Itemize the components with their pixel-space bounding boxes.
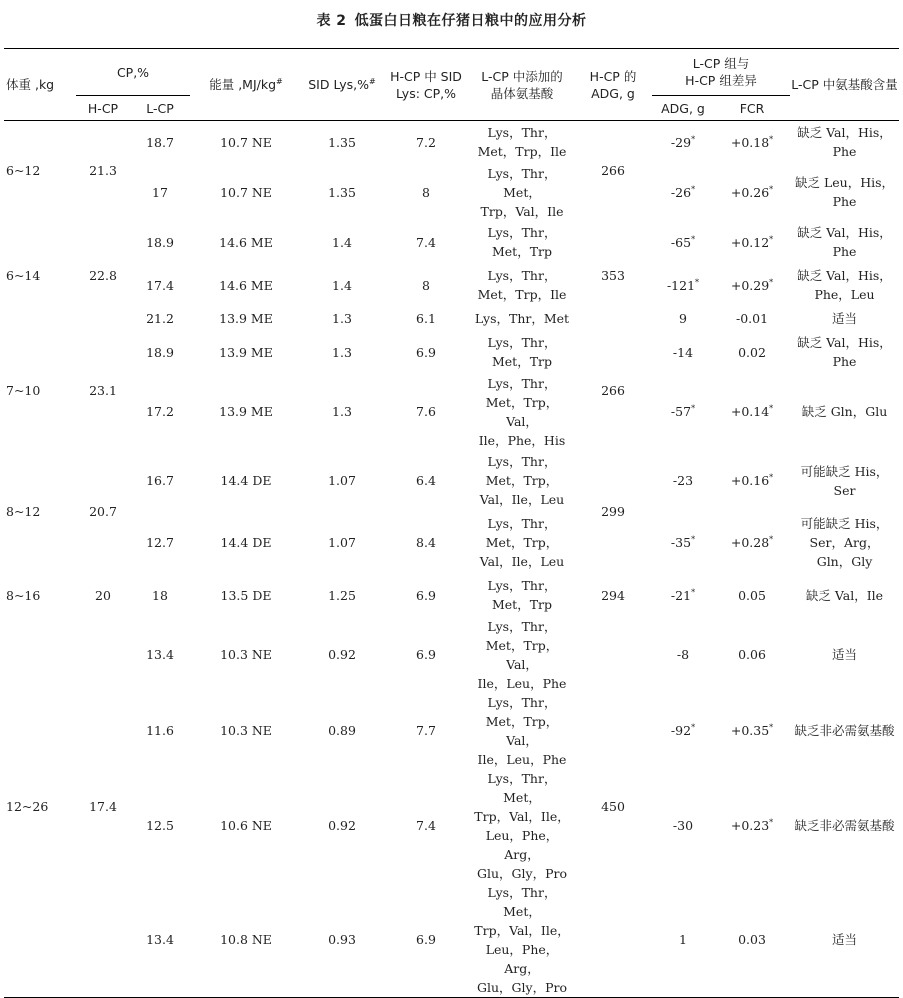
cell-added-amino-acids — [470, 331, 574, 374]
significance-mark: * — [691, 404, 696, 413]
table-row — [4, 374, 899, 450]
table-row — [4, 617, 899, 693]
cell-adg-diff — [652, 307, 714, 331]
cell-energy: 13.5 DE — [220, 587, 272, 603]
amino-acid-line: Trp，Val，Ile， — [474, 808, 570, 824]
table-row — [4, 769, 899, 883]
significance-mark: * — [769, 234, 774, 244]
table-number: 表 2 — [316, 13, 347, 29]
amino-acid-line: Lys，Thr，Met， — [487, 770, 557, 805]
amino-acid-line: Ile，Leu，Phe — [477, 751, 567, 767]
cell-lcp: 18.9 — [146, 234, 174, 250]
cell-fcr-diff — [714, 331, 790, 374]
amino-acid-line: Trp，Val，Ile， — [474, 922, 570, 938]
content-line: 缺乏 Leu，His，Phe — [794, 175, 895, 209]
amino-acid-line: Lys，Thr， — [487, 268, 557, 283]
cell-fcr-diff — [714, 450, 790, 512]
cell-fcr-diff — [714, 264, 790, 307]
cell-sid-ratio: 7.6 — [416, 404, 436, 419]
cell-fcr-diff — [714, 883, 790, 998]
cell-amino-acid-content — [790, 307, 899, 331]
amino-acid-line: Lys，Thr， — [487, 578, 557, 593]
cell-fcr-diff — [714, 307, 790, 331]
cell-adg-diff — [652, 374, 714, 450]
cell-amino-acid-content — [790, 512, 899, 574]
amino-acid-line: Lys，Thr， — [487, 335, 557, 350]
cell-lcp: 17 — [152, 184, 168, 200]
significance-mark: * — [695, 277, 700, 287]
significance-mark: * — [769, 404, 774, 413]
cell-energy: 10.8 NE — [190, 883, 302, 998]
amino-acid-line: Glu，Gly，Pro — [477, 979, 567, 995]
header-sid-lys: SID Lys,%# — [302, 49, 382, 121]
amino-acid-line: Ile，Leu，Phe — [477, 675, 567, 691]
cell-fcr-diff — [714, 693, 790, 769]
cell-amino-acid-content — [790, 221, 899, 264]
cell-sid-lys: 1.07 — [328, 535, 356, 550]
header-added-amino-acids: L-CP 中添加的 晶体氨基酸 — [470, 49, 574, 121]
cell-fcr-diff — [714, 512, 790, 574]
amino-acid-line: Met，Trp — [491, 244, 553, 259]
cell-adg-diff — [652, 221, 714, 264]
cell-added-amino-acids — [470, 769, 574, 883]
content-line: 缺乏 Val，His，Phe — [797, 335, 892, 369]
content-line: 缺乏 Val，His，Phe — [797, 225, 892, 259]
adg-value: -65 — [670, 234, 692, 250]
cell-weight: 8~12 — [6, 504, 41, 519]
cell-energy: 14.6 ME — [219, 277, 273, 293]
amino-acid-line: Met，Trp，Ile — [477, 287, 567, 302]
amino-acid-line: Glu，Gly，Pro — [477, 865, 567, 881]
header-hcp: H-CP — [76, 96, 130, 121]
adg-value: -29 — [670, 134, 692, 150]
cell-lcp: 13.4 — [130, 883, 190, 998]
cell-fcr-diff — [714, 617, 790, 693]
header-cp: CP,% — [76, 49, 190, 96]
cell-amino-acid-content — [790, 374, 899, 450]
table-row — [4, 164, 899, 221]
cell-sid-lys: 1.4 — [332, 277, 352, 293]
table-row — [4, 331, 899, 374]
amino-acid-line: Lys，Thr， — [487, 125, 557, 141]
cell-adg-diff — [652, 574, 714, 617]
content-line: 可能缺乏 His， — [800, 516, 889, 531]
cell-energy: 14.4 DE — [220, 473, 272, 488]
cell-energy: 13.9 ME — [219, 311, 273, 326]
cell-adg-diff — [652, 512, 714, 574]
content-line: 适当 — [831, 932, 857, 947]
cell-sid-lys: 0.92 — [328, 818, 356, 833]
cell-energy: 13.9 ME — [219, 344, 273, 360]
cell-added-amino-acids — [470, 164, 574, 221]
cell-adg-diff — [652, 164, 714, 221]
cell-sid-ratio: 6.9 — [416, 647, 436, 662]
cell-sid-ratio: 7.2 — [416, 134, 436, 150]
data-table — [4, 48, 899, 998]
content-line: 缺乏 Val，His，Phe — [797, 125, 892, 160]
cell-amino-acid-content — [790, 769, 899, 883]
cell-added-amino-acids — [470, 450, 574, 512]
cell-lcp: 18 — [152, 587, 168, 603]
content-line: 缺乏 Val，Ile — [805, 587, 884, 603]
cell-fcr-diff — [714, 164, 790, 221]
cell-sid-ratio: 6.4 — [416, 473, 436, 488]
cell-sid-lys: 1.3 — [332, 404, 352, 419]
header-adg: ADG, g — [652, 96, 714, 121]
cell-energy: 14.4 DE — [220, 535, 272, 550]
cell-sid-ratio: 7.4 — [416, 234, 436, 250]
fcr-value: +0.29 — [730, 277, 770, 293]
cell-added-amino-acids — [470, 883, 574, 998]
amino-acid-line: Met，Trp，Val， — [485, 394, 559, 429]
fcr-value: 0.03 — [738, 932, 766, 947]
content-line: 缺乏 Val，His， — [797, 268, 892, 283]
significance-mark: * — [769, 184, 774, 194]
cell-amino-acid-content — [790, 693, 899, 769]
cell-amino-acid-content — [790, 164, 899, 221]
cell-energy: 10.3 NE — [220, 723, 272, 738]
cell-weight: 6~12 — [6, 163, 41, 179]
fcr-value: +0.26 — [730, 184, 770, 200]
adg-value: -35 — [670, 535, 692, 550]
significance-mark: * — [769, 723, 774, 732]
content-line: 缺乏非必需氨基酸 — [794, 818, 895, 833]
table-row — [4, 883, 899, 998]
cell-hcp-adg: 353 — [601, 268, 625, 283]
cell-adg-diff — [652, 617, 714, 693]
table-row — [4, 512, 899, 574]
content-line: 适当 — [831, 311, 857, 326]
amino-acid-line: Lys，Thr， — [487, 375, 557, 391]
significance-mark: * — [691, 535, 696, 544]
table-row — [4, 221, 899, 264]
cell-hcp-adg: 266 — [601, 163, 625, 179]
cell-lcp: 18.7 — [146, 134, 174, 150]
table-row — [4, 121, 899, 164]
amino-acid-line: Lys，Thr， — [487, 694, 557, 710]
cell-adg-diff — [652, 883, 714, 998]
significance-mark: * — [769, 277, 774, 287]
cell-sid-ratio: 8.4 — [416, 535, 436, 550]
cell-sid-lys: 1.07 — [328, 473, 356, 488]
content-line: Phe，Leu — [814, 287, 875, 302]
significance-mark: * — [769, 473, 774, 482]
adg-value: -21 — [670, 587, 692, 603]
cell-lcp: 17.4 — [146, 277, 174, 293]
amino-acid-line: Lys，Thr，Met， — [487, 884, 557, 919]
adg-value: -121 — [666, 277, 696, 293]
cell-sid-lys: 1.35 — [328, 184, 356, 200]
cell-adg-diff — [652, 693, 714, 769]
cell-added-amino-acids — [470, 264, 574, 307]
header-group-difference: L-CP 组与 H-CP 组差异 — [652, 49, 790, 96]
amino-acid-line: Leu，Phe，Arg， — [485, 827, 559, 862]
cell-amino-acid-content — [790, 617, 899, 693]
cell-lcp: 12.7 — [146, 535, 174, 550]
fcr-value: 0.05 — [738, 587, 766, 603]
cell-added-amino-acids — [470, 221, 574, 264]
amino-acid-line: Met，Trp，Val， — [485, 713, 559, 748]
cell-sid-lys: 1.3 — [332, 344, 352, 360]
cell-hcp: 23.1 — [89, 382, 117, 398]
cell-sid-lys: 0.93 — [302, 883, 382, 998]
fcr-value: +0.16 — [730, 473, 770, 488]
content-line: 适当 — [831, 647, 857, 662]
header-hcp-adg: H-CP 的 ADG, g — [574, 49, 652, 121]
adg-value: -23 — [672, 473, 694, 488]
cell-sid-ratio: 6.9 — [416, 587, 436, 603]
table-body — [4, 121, 899, 998]
amino-acid-line: Lys，Thr， — [487, 225, 557, 240]
amino-acid-line: Met，Trp，Ile — [477, 144, 567, 160]
cell-adg-diff — [652, 769, 714, 883]
cell-fcr-diff — [714, 769, 790, 883]
cell-added-amino-acids — [470, 617, 574, 693]
cell-sid-lys: 1.3 — [332, 311, 352, 326]
content-line: 缺乏 Gln，Glu — [801, 404, 888, 419]
fcr-value: +0.28 — [730, 535, 770, 550]
amino-acid-line: Ile，Phe，His — [478, 432, 566, 448]
amino-acid-line: Trp，Val，Ile — [480, 203, 564, 219]
cell-lcp: 17.2 — [146, 404, 174, 419]
adg-value: 1 — [679, 932, 687, 947]
cell-hcp-adg: 266 — [601, 382, 625, 398]
header-amino-acid-content: L-CP 中氨基酸含量 — [790, 49, 899, 121]
content-line: 缺乏非必需氨基酸 — [794, 723, 895, 738]
table-row — [4, 307, 899, 331]
cell-fcr-diff — [714, 574, 790, 617]
cell-energy: 10.7 NE — [220, 184, 272, 200]
adg-value: 9 — [679, 311, 687, 326]
cell-sid-lys: 1.35 — [328, 134, 356, 150]
header-fcr: FCR — [714, 96, 790, 121]
fcr-value: +0.14 — [730, 404, 770, 419]
cell-added-amino-acids — [470, 574, 574, 617]
cell-lcp: 16.7 — [146, 473, 174, 488]
cell-energy: 10.6 NE — [220, 818, 272, 833]
header-hcp-sid-ratio: H-CP 中 SID Lys: CP,% — [382, 49, 470, 121]
adg-value: -26 — [670, 184, 692, 200]
significance-mark: * — [769, 134, 774, 144]
cell-weight: 6~14 — [6, 268, 41, 283]
cell-hcp-adg: 299 — [601, 504, 625, 519]
cell-sid-ratio: 8 — [422, 184, 430, 200]
content-line: Gln，Gly — [816, 554, 873, 569]
amino-acid-line: Met，Trp — [491, 354, 553, 369]
amino-acid-line: Met，Trp， — [485, 535, 559, 550]
content-line: 可能缺乏 His，Ser — [800, 463, 889, 498]
cell-sid-lys: 0.89 — [328, 723, 356, 738]
fcr-value: +0.35 — [730, 723, 770, 738]
cell-sid-ratio: 7.7 — [416, 723, 436, 738]
cell-sid-lys: 0.92 — [328, 647, 356, 662]
adg-value: -92 — [670, 723, 692, 738]
cell-hcp: 22.8 — [89, 268, 117, 283]
amino-acid-line: Leu，Phe，Arg， — [485, 941, 559, 976]
cell-added-amino-acids — [470, 121, 574, 164]
table-row — [4, 574, 899, 617]
cell-lcp: 13.4 — [146, 647, 174, 662]
header-lcp: L-CP — [130, 96, 190, 121]
cell-sid-ratio: 8 — [422, 277, 430, 293]
cell-sid-ratio: 6.9 — [382, 883, 470, 998]
fcr-value: 0.06 — [738, 647, 766, 662]
significance-mark: * — [691, 234, 696, 244]
amino-acid-line: Lys，Thr， — [487, 618, 557, 634]
amino-acid-line: Lys，Thr， — [487, 454, 557, 469]
cell-energy: 13.9 ME — [219, 404, 273, 419]
amino-acid-line: Val，Ile，Leu — [479, 492, 565, 507]
cell-hcp: 20.7 — [89, 504, 117, 519]
cell-hcp: 21.3 — [89, 163, 117, 179]
cell-added-amino-acids — [470, 693, 574, 769]
cell-hcp-adg: 450 — [574, 617, 652, 998]
cell-amino-acid-content — [790, 574, 899, 617]
cell-lcp: 11.6 — [146, 723, 174, 738]
cell-amino-acid-content — [790, 264, 899, 307]
fcr-value: +0.23 — [730, 818, 770, 833]
adg-value: -30 — [672, 818, 694, 833]
significance-mark: * — [769, 818, 774, 827]
table-row — [4, 264, 899, 307]
cell-amino-acid-content — [790, 450, 899, 512]
amino-acid-line: Lys，Thr，Met — [474, 311, 570, 326]
cell-lcp: 12.5 — [146, 818, 174, 833]
significance-mark: * — [769, 535, 774, 544]
amino-acid-line: Met，Trp — [491, 597, 553, 612]
cell-sid-ratio: 7.4 — [416, 818, 436, 833]
cell-amino-acid-content — [790, 121, 899, 164]
header-weight: 体重 ,kg — [4, 49, 76, 121]
cell-lcp: 21.2 — [146, 311, 174, 326]
cell-weight: 12~26 — [4, 617, 76, 998]
cell-sid-ratio: 6.1 — [416, 311, 436, 326]
cell-amino-acid-content — [790, 331, 899, 374]
cell-hcp: 20 — [95, 587, 111, 603]
header-energy: 能量 ,MJ/kg# — [190, 49, 302, 121]
amino-acid-line: Lys，Thr， — [487, 516, 557, 531]
content-line: Ser，Arg， — [809, 535, 880, 550]
cell-sid-ratio: 6.9 — [416, 344, 436, 360]
fcr-value: 0.02 — [738, 344, 766, 360]
significance-mark: * — [691, 723, 696, 732]
fcr-value: -0.01 — [735, 311, 769, 326]
cell-energy: 10.3 NE — [220, 647, 272, 662]
cell-adg-diff — [652, 331, 714, 374]
cell-fcr-diff — [714, 374, 790, 450]
fcr-value: +0.18 — [730, 134, 770, 150]
cell-fcr-diff — [714, 221, 790, 264]
amino-acid-line: Val，Ile，Leu — [479, 554, 565, 569]
cell-adg-diff — [652, 264, 714, 307]
cell-sid-lys: 1.25 — [328, 587, 356, 603]
significance-mark: * — [691, 134, 696, 144]
cell-amino-acid-content — [790, 883, 899, 998]
adg-value: -14 — [672, 344, 694, 360]
fcr-value: +0.12 — [730, 234, 770, 250]
cell-hcp-adg: 294 — [601, 587, 625, 603]
significance-mark: * — [691, 184, 696, 194]
table-title: 低蛋白日粮在仔猪日粮中的应用分析 — [354, 13, 587, 29]
cell-sid-lys: 1.4 — [332, 234, 352, 250]
cell-added-amino-acids — [470, 512, 574, 574]
cell-hcp: 17.4 — [76, 617, 130, 998]
cell-adg-diff — [652, 121, 714, 164]
cell-weight: 8~16 — [6, 587, 41, 603]
table-row — [4, 450, 899, 512]
table-row — [4, 693, 899, 769]
cell-energy: 14.6 ME — [219, 234, 273, 250]
amino-acid-line: Met，Trp，Val， — [485, 637, 559, 672]
adg-value: -57 — [670, 404, 692, 419]
cell-lcp: 18.9 — [146, 344, 174, 360]
cell-added-amino-acids — [470, 374, 574, 450]
cell-weight: 7~10 — [6, 382, 41, 398]
amino-acid-line: Lys，Thr，Met， — [487, 165, 557, 200]
cell-adg-diff — [652, 450, 714, 512]
cell-added-amino-acids — [470, 307, 574, 331]
adg-value: -8 — [676, 647, 690, 662]
cell-energy: 10.7 NE — [220, 134, 272, 150]
cell-fcr-diff — [714, 121, 790, 164]
table-caption — [0, 10, 903, 30]
significance-mark: * — [691, 587, 696, 597]
amino-acid-line: Met，Trp， — [485, 473, 559, 488]
